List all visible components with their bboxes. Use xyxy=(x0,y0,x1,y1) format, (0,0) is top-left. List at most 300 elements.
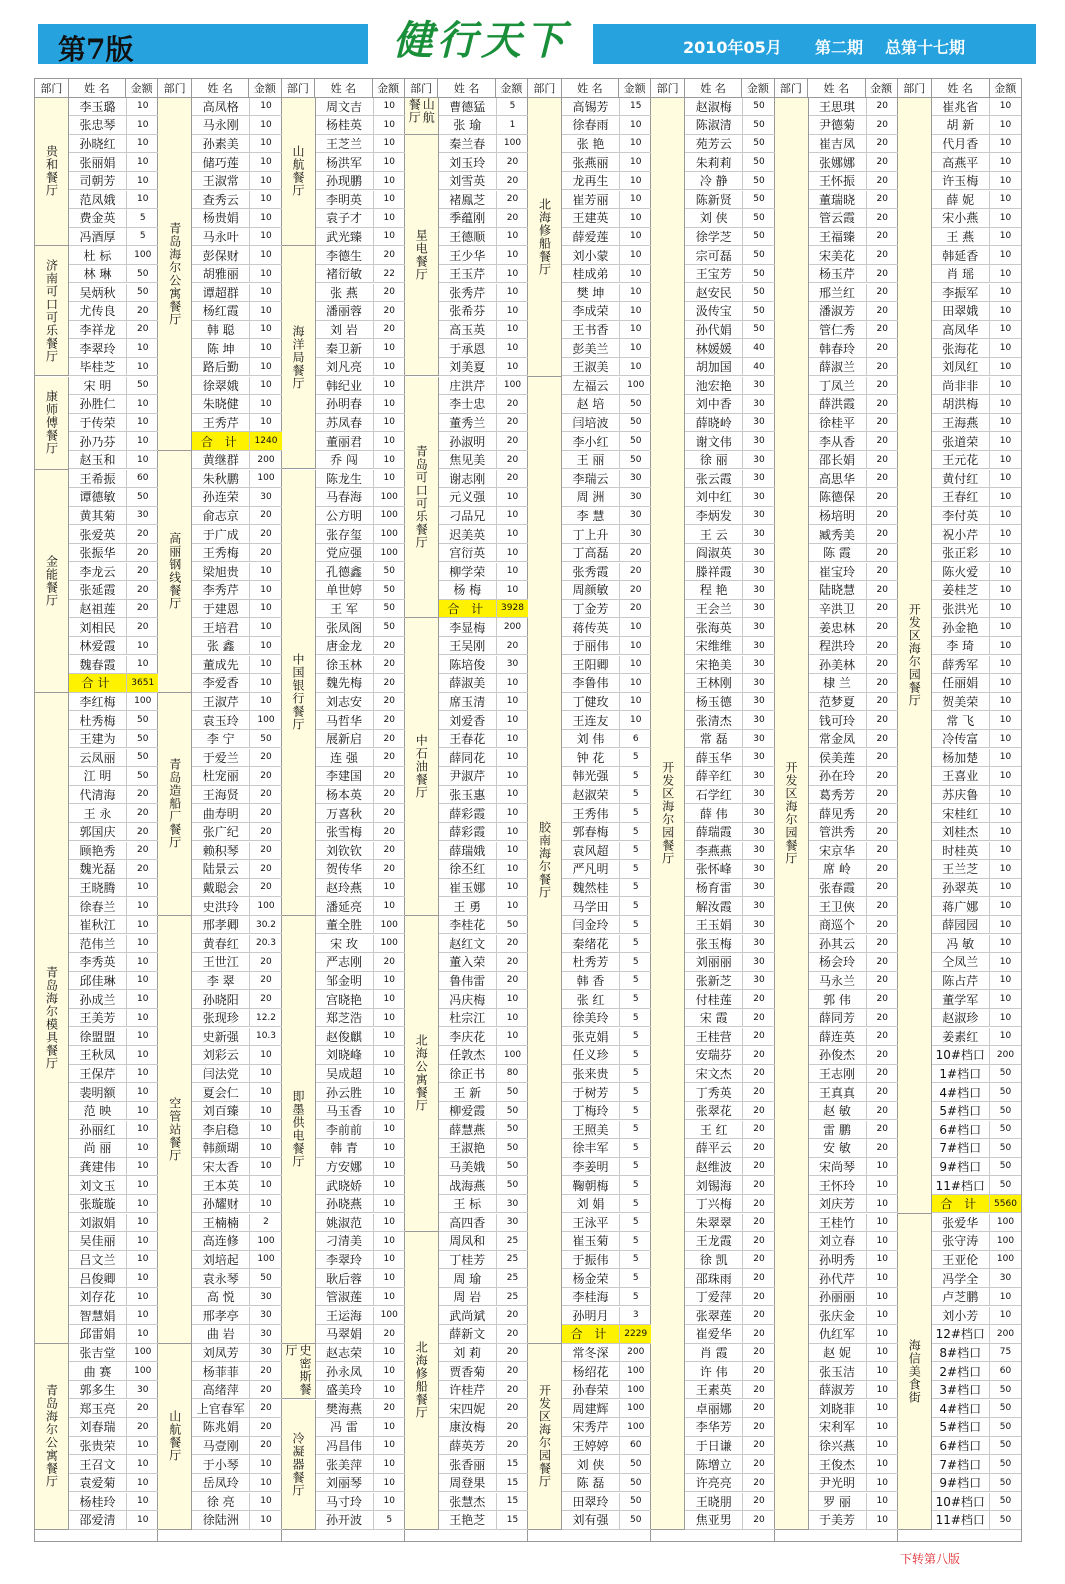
donor-name: 黄继群 xyxy=(192,451,250,469)
table-row xyxy=(685,1158,775,1177)
donor-name: 徐丕红 xyxy=(439,860,497,878)
table-row xyxy=(809,432,899,451)
table-row xyxy=(562,1474,652,1493)
donor-name: 杨菲菲 xyxy=(192,1362,250,1380)
table-row xyxy=(685,804,775,823)
table-row xyxy=(932,1232,1022,1251)
donor-name: 元义强 xyxy=(439,488,497,506)
table-row xyxy=(685,879,775,898)
table-row xyxy=(192,1083,282,1102)
donor-name: 丁高磊 xyxy=(562,544,620,562)
donor-name: 张存玺 xyxy=(316,525,374,543)
donor-name: 张凤阁 xyxy=(316,618,374,636)
table-row xyxy=(439,674,529,693)
table-row xyxy=(192,1176,282,1195)
donation-amount: 22 xyxy=(383,268,395,279)
table-row xyxy=(932,1065,1022,1084)
donor-name: 杜宗江 xyxy=(439,1009,497,1027)
table-row xyxy=(69,414,159,433)
table-row xyxy=(69,1288,159,1307)
donor-name: 马美娥 xyxy=(439,1158,497,1176)
donation-amount: 10 xyxy=(876,1347,888,1358)
table-row xyxy=(316,1158,406,1177)
donor-name: 4#档口 xyxy=(932,1400,990,1418)
header-dept: 部门 xyxy=(651,79,685,97)
table-row xyxy=(192,414,282,433)
donation-amount: 50 xyxy=(137,733,149,744)
donor-name: 李显梅 xyxy=(439,618,497,636)
donation-amount: 50 xyxy=(999,1514,1012,1525)
donor-name: 韩 香 xyxy=(562,972,620,990)
donation-amount: 5 xyxy=(139,212,146,223)
donor-name: 杨培明 xyxy=(809,507,867,525)
donor-name: 刘庆芳 xyxy=(809,1195,867,1213)
donor-name: 高玉英 xyxy=(439,321,497,339)
table-row xyxy=(439,172,529,191)
table-row xyxy=(562,153,652,172)
donation-amount: 10 xyxy=(137,1496,149,1507)
donation-amount: 10 xyxy=(137,1291,149,1302)
donation-amount: 5 xyxy=(632,1031,639,1042)
donation-amount: 20 xyxy=(137,622,149,633)
donation-amount: 10 xyxy=(260,343,272,354)
donor-name: 王宝芳 xyxy=(685,265,743,283)
table-row xyxy=(809,1046,899,1065)
donation-amount: 10 xyxy=(383,1459,395,1470)
table-row xyxy=(192,191,282,210)
table-row xyxy=(685,786,775,805)
donation-amount: 5 xyxy=(632,901,639,912)
donor-name: 孙翠英 xyxy=(932,879,990,897)
donation-amount: 10 xyxy=(383,343,395,354)
table-row xyxy=(316,98,406,117)
donation-amount: 10 xyxy=(876,1310,888,1321)
donation-amount: 20 xyxy=(630,584,642,595)
donor-name: 薛辛红 xyxy=(685,767,743,785)
table-row xyxy=(809,525,899,544)
donation-amount: 20 xyxy=(260,994,272,1005)
table-row xyxy=(562,544,652,563)
donation-amount: 50 xyxy=(506,1087,519,1098)
donor-name: 马永叶 xyxy=(192,228,250,246)
donation-amount: 10 xyxy=(383,1421,395,1432)
table-row xyxy=(562,656,652,675)
donor-name: 薛见秀 xyxy=(809,804,867,822)
donor-name: 刘小芳 xyxy=(932,1307,990,1325)
table-row xyxy=(69,1269,159,1288)
donor-name: 胡雅丽 xyxy=(192,265,250,283)
table-row xyxy=(685,135,775,154)
donation-amount: 10 xyxy=(260,1087,272,1098)
table-row xyxy=(809,1511,899,1530)
table-row xyxy=(192,488,282,507)
donation-amount: 20 xyxy=(876,436,888,447)
table-row xyxy=(562,246,652,265)
donation-amount: 20 xyxy=(876,417,888,428)
donation-amount: 10 xyxy=(630,231,642,242)
header-dept: 部门 xyxy=(405,79,439,97)
table-row xyxy=(69,1232,159,1251)
table-row xyxy=(932,1437,1022,1456)
donor-name: 田翠娥 xyxy=(932,302,990,320)
donation-amount: 20 xyxy=(876,919,888,930)
table-row xyxy=(685,1046,775,1065)
table-row xyxy=(192,1511,282,1530)
donation-amount: 10 xyxy=(260,194,272,205)
table-row xyxy=(809,786,899,805)
donor-name: 王桂营 xyxy=(685,1028,743,1046)
department-cell xyxy=(35,98,69,247)
donor-name: 王兰芝 xyxy=(932,860,990,878)
donor-name: 庄洪芹 xyxy=(439,377,497,395)
table-row xyxy=(192,693,282,712)
donor-name: 王 勇 xyxy=(439,897,497,915)
donor-name: 邢孝卿 xyxy=(192,916,250,934)
donation-amount: 10 xyxy=(137,1161,149,1172)
donor-name: 顾艳秀 xyxy=(69,842,127,860)
department-name: 济南可口可乐餐厅 xyxy=(44,258,59,363)
donation-amount: 5 xyxy=(632,956,639,967)
donor-name: 薛淑芳 xyxy=(809,1381,867,1399)
donor-name: 12#档口 xyxy=(932,1325,990,1343)
donor-name: 罗 丽 xyxy=(809,1493,867,1511)
table-row xyxy=(809,1195,899,1214)
table-row xyxy=(932,749,1022,768)
donation-amount: 20 xyxy=(383,659,395,670)
department-cell xyxy=(158,693,192,916)
donor-name: 王艳芝 xyxy=(439,1511,497,1529)
donation-amount: 20 xyxy=(383,752,395,763)
table-row xyxy=(192,749,282,768)
donation-amount: 10 xyxy=(383,1366,395,1377)
donor-name: 商巡个 xyxy=(809,916,867,934)
donor-name: 徐陆洲 xyxy=(192,1511,250,1529)
donor-name: 袁风超 xyxy=(562,842,620,860)
donation-amount: 20 xyxy=(876,789,888,800)
donor-name: 周 洲 xyxy=(562,488,620,506)
table-row xyxy=(192,1288,282,1307)
table-row xyxy=(69,98,159,117)
table-row xyxy=(316,1083,406,1102)
donation-amount: 5 xyxy=(632,882,639,893)
donation-amount: 50 xyxy=(630,1459,642,1470)
table-row xyxy=(69,135,159,154)
donation-amount: 10 xyxy=(630,640,642,651)
donor-name: 董入荣 xyxy=(439,953,497,971)
donor-name: 薛淑兰 xyxy=(809,358,867,376)
table-row xyxy=(439,358,529,377)
table-row xyxy=(562,209,652,228)
table-row xyxy=(439,749,529,768)
donor-name: 杨本英 xyxy=(316,786,374,804)
table-row xyxy=(562,1400,652,1419)
donation-amount: 30 xyxy=(753,436,765,447)
donor-name: 许玉梅 xyxy=(932,172,990,190)
donor-name: 展新启 xyxy=(316,730,374,748)
donation-amount: 10 xyxy=(630,138,642,149)
donor-name: 乔 闯 xyxy=(316,451,374,469)
donor-name: 周颜敏 xyxy=(562,581,620,599)
donor-name: 唐金龙 xyxy=(316,637,374,655)
donor-name: 闫金玲 xyxy=(562,916,620,934)
donor-name: 赵玲燕 xyxy=(316,879,374,897)
donation-amount: 10 xyxy=(999,324,1012,335)
table-row xyxy=(685,339,775,358)
donor-name: 张延霞 xyxy=(69,581,127,599)
donation-amount: 20 xyxy=(876,361,888,372)
table-row xyxy=(316,1325,406,1344)
table-row xyxy=(192,544,282,563)
donor-name: 董秀兰 xyxy=(439,414,497,432)
table-row xyxy=(562,600,652,619)
table-row xyxy=(562,1102,652,1121)
table-row xyxy=(932,358,1022,377)
table-row xyxy=(69,953,159,972)
donation-amount: 3 xyxy=(632,1310,639,1321)
table-row xyxy=(316,339,406,358)
table-row xyxy=(562,302,652,321)
table-row xyxy=(562,1139,652,1158)
table-row xyxy=(192,1344,282,1363)
table-row xyxy=(439,953,529,972)
donor-name: 石学红 xyxy=(685,786,743,804)
table-row xyxy=(192,1065,282,1084)
table-row xyxy=(685,302,775,321)
table-row xyxy=(316,1362,406,1381)
donor-name: 张新芝 xyxy=(685,972,743,990)
donor-name: 周 岩 xyxy=(439,1288,497,1306)
donor-name: 张璇璇 xyxy=(69,1195,127,1213)
donation-amount: 30 xyxy=(630,529,642,540)
donation-amount: 10 xyxy=(630,305,642,316)
table-row xyxy=(932,581,1022,600)
donation-amount: 20 xyxy=(506,640,519,651)
department-name: 北海修船餐厅 xyxy=(537,197,552,276)
table-row xyxy=(562,804,652,823)
donation-amount: 10 xyxy=(137,1459,149,1470)
table-row xyxy=(932,339,1022,358)
donation-amount: 50 xyxy=(753,175,765,186)
table-row xyxy=(685,1251,775,1270)
column-header xyxy=(651,79,773,98)
donation-amount: 10 xyxy=(506,901,519,912)
table-row xyxy=(69,525,159,544)
donation-amount: 20 xyxy=(506,398,519,409)
header-dept: 部门 xyxy=(158,79,192,97)
subtotal-label: 合 计 xyxy=(562,1325,620,1343)
table-row xyxy=(316,1455,406,1474)
donation-amount: 50 xyxy=(999,1440,1012,1451)
table-row xyxy=(809,1288,899,1307)
donor-name: 袁爱菊 xyxy=(69,1474,127,1492)
table-row xyxy=(685,544,775,563)
donation-amount: 10 xyxy=(876,1291,888,1302)
donor-name: 王阳卿 xyxy=(562,656,620,674)
table-row xyxy=(69,1511,159,1530)
donation-amount: 10 xyxy=(999,119,1012,130)
donor-name: 刘文玉 xyxy=(69,1176,127,1194)
donation-amount: 10 xyxy=(383,138,395,149)
table-row xyxy=(562,98,652,117)
table-row xyxy=(69,451,159,470)
table-row xyxy=(809,284,899,303)
table-row xyxy=(562,284,652,303)
donation-amount: 20 xyxy=(876,119,888,130)
donation-amount: 200 xyxy=(627,1347,645,1358)
table-row xyxy=(932,209,1022,228)
table-row xyxy=(685,432,775,451)
department-cell xyxy=(405,1232,439,1530)
donor-name: 李玉璐 xyxy=(69,98,127,116)
table-row xyxy=(562,879,652,898)
department-cell xyxy=(528,1344,562,1530)
table-row xyxy=(932,767,1022,786)
donation-amount: 30 xyxy=(753,417,765,428)
donor-name: 钟 花 xyxy=(562,749,620,767)
donor-name: 徐桂平 xyxy=(809,414,867,432)
table-row xyxy=(809,1009,899,1028)
donor-name: 王保芹 xyxy=(69,1065,127,1083)
donor-name: 郭国庆 xyxy=(69,823,127,841)
table-row xyxy=(685,990,775,1009)
donor-name: 张翠莲 xyxy=(685,1307,743,1325)
donor-name: 李炳发 xyxy=(685,507,743,525)
table-row xyxy=(932,1381,1022,1400)
donation-amount: 10 xyxy=(383,436,395,447)
donor-name: 臧秀美 xyxy=(809,525,867,543)
donation-amount: 10 xyxy=(999,287,1012,298)
table-row xyxy=(932,1214,1022,1233)
table-row xyxy=(69,432,159,451)
donor-name: 胡 新 xyxy=(932,116,990,134)
donor-name: 韩春玲 xyxy=(809,339,867,357)
donor-name: 冯 敏 xyxy=(932,935,990,953)
table-row xyxy=(685,1362,775,1381)
donation-amount: 100 xyxy=(996,1254,1015,1265)
table-row xyxy=(809,544,899,563)
donation-amount: 50 xyxy=(630,1477,642,1488)
table-row xyxy=(932,116,1022,135)
donor-name: 潘淑芳 xyxy=(809,302,867,320)
department-cell xyxy=(35,693,69,1344)
donor-name: 邱雷娟 xyxy=(69,1325,127,1343)
table-row xyxy=(562,749,652,768)
donor-name: 王晓腾 xyxy=(69,879,127,897)
donor-name: 刘 侠 xyxy=(562,1455,620,1473)
table-row xyxy=(809,265,899,284)
table-row xyxy=(69,1046,159,1065)
donor-name: 薛英芳 xyxy=(439,1437,497,1455)
donation-amount: 10 xyxy=(506,696,519,707)
department-cell xyxy=(405,916,439,1232)
donation-amount: 20 xyxy=(383,845,395,856)
donation-amount: 10 xyxy=(999,380,1012,391)
header-dept: 部门 xyxy=(898,79,932,97)
table-row xyxy=(685,191,775,210)
table-row xyxy=(685,1474,775,1493)
donation-amount: 20 xyxy=(260,1421,272,1432)
donor-name: 丁兴梅 xyxy=(685,1195,743,1213)
donation-amount: 50 xyxy=(506,1105,519,1116)
table-row xyxy=(809,377,899,396)
donor-name: 宋尚琴 xyxy=(809,1158,867,1176)
table-row xyxy=(192,377,282,396)
donor-name: 张现珍 xyxy=(192,1009,250,1027)
donation-amount: 20 xyxy=(753,1273,765,1284)
table-row xyxy=(809,972,899,991)
donation-amount: 10 xyxy=(876,1198,888,1209)
donor-name: 黄春红 xyxy=(192,935,250,953)
donor-name: 马春海 xyxy=(316,488,374,506)
donation-amount: 20 xyxy=(383,789,395,800)
table-column xyxy=(775,79,898,1541)
table-row xyxy=(932,246,1022,265)
table-row xyxy=(316,135,406,154)
table-row xyxy=(192,302,282,321)
donor-name: 宋京华 xyxy=(809,842,867,860)
table-row xyxy=(192,730,282,749)
table-row xyxy=(192,339,282,358)
table-row xyxy=(316,879,406,898)
donation-amount: 50 xyxy=(999,1161,1012,1172)
donor-name: 张娜娜 xyxy=(809,153,867,171)
donation-amount: 10 xyxy=(876,1403,888,1414)
table-row xyxy=(192,879,282,898)
table-row xyxy=(439,284,529,303)
donor-name: 张春霞 xyxy=(809,879,867,897)
donation-amount: 30 xyxy=(506,659,519,670)
donor-name: 孙明月 xyxy=(562,1307,620,1325)
donor-name: 张燕丽 xyxy=(562,153,620,171)
donation-amount: 20 xyxy=(260,845,272,856)
table-row xyxy=(439,470,529,489)
table-row xyxy=(316,172,406,191)
donation-amount: 10 xyxy=(137,1440,149,1451)
donation-amount: 50 xyxy=(999,1421,1012,1432)
donation-amount: 10 xyxy=(999,1310,1012,1321)
donation-amount: 100 xyxy=(257,1254,275,1265)
table-row xyxy=(932,860,1022,879)
donation-amount: 5 xyxy=(632,994,639,1005)
donation-amount: 10 xyxy=(137,901,149,912)
donation-amount: 20 xyxy=(137,808,149,819)
donation-amount: 10 xyxy=(506,250,519,261)
donor-name: 王怀振 xyxy=(809,172,867,190)
table-row xyxy=(192,1232,282,1251)
donor-name: 谢志刚 xyxy=(439,470,497,488)
donation-amount: 10 xyxy=(999,640,1012,651)
table-row xyxy=(316,153,406,172)
table-row xyxy=(192,786,282,805)
table-row xyxy=(809,1176,899,1195)
table-row xyxy=(809,1214,899,1233)
donation-amount: 50 xyxy=(506,1142,519,1153)
donation-amount: 10 xyxy=(506,491,519,502)
donor-name: 焦见美 xyxy=(439,451,497,469)
table-row xyxy=(562,563,652,582)
donation-amount: 10 xyxy=(137,1514,149,1525)
donation-amount: 10 xyxy=(999,343,1012,354)
donation-amount: 20 xyxy=(876,566,888,577)
donor-name: 李 翠 xyxy=(192,972,250,990)
table-row xyxy=(809,1325,899,1344)
table-row xyxy=(69,1362,159,1381)
donation-amount: 10 xyxy=(876,1161,888,1172)
donation-amount: 12.2 xyxy=(255,1012,277,1023)
donation-amount: 50 xyxy=(753,119,765,130)
donor-name: 仇红军 xyxy=(809,1325,867,1343)
department-name: 山航餐厅 xyxy=(291,145,305,198)
